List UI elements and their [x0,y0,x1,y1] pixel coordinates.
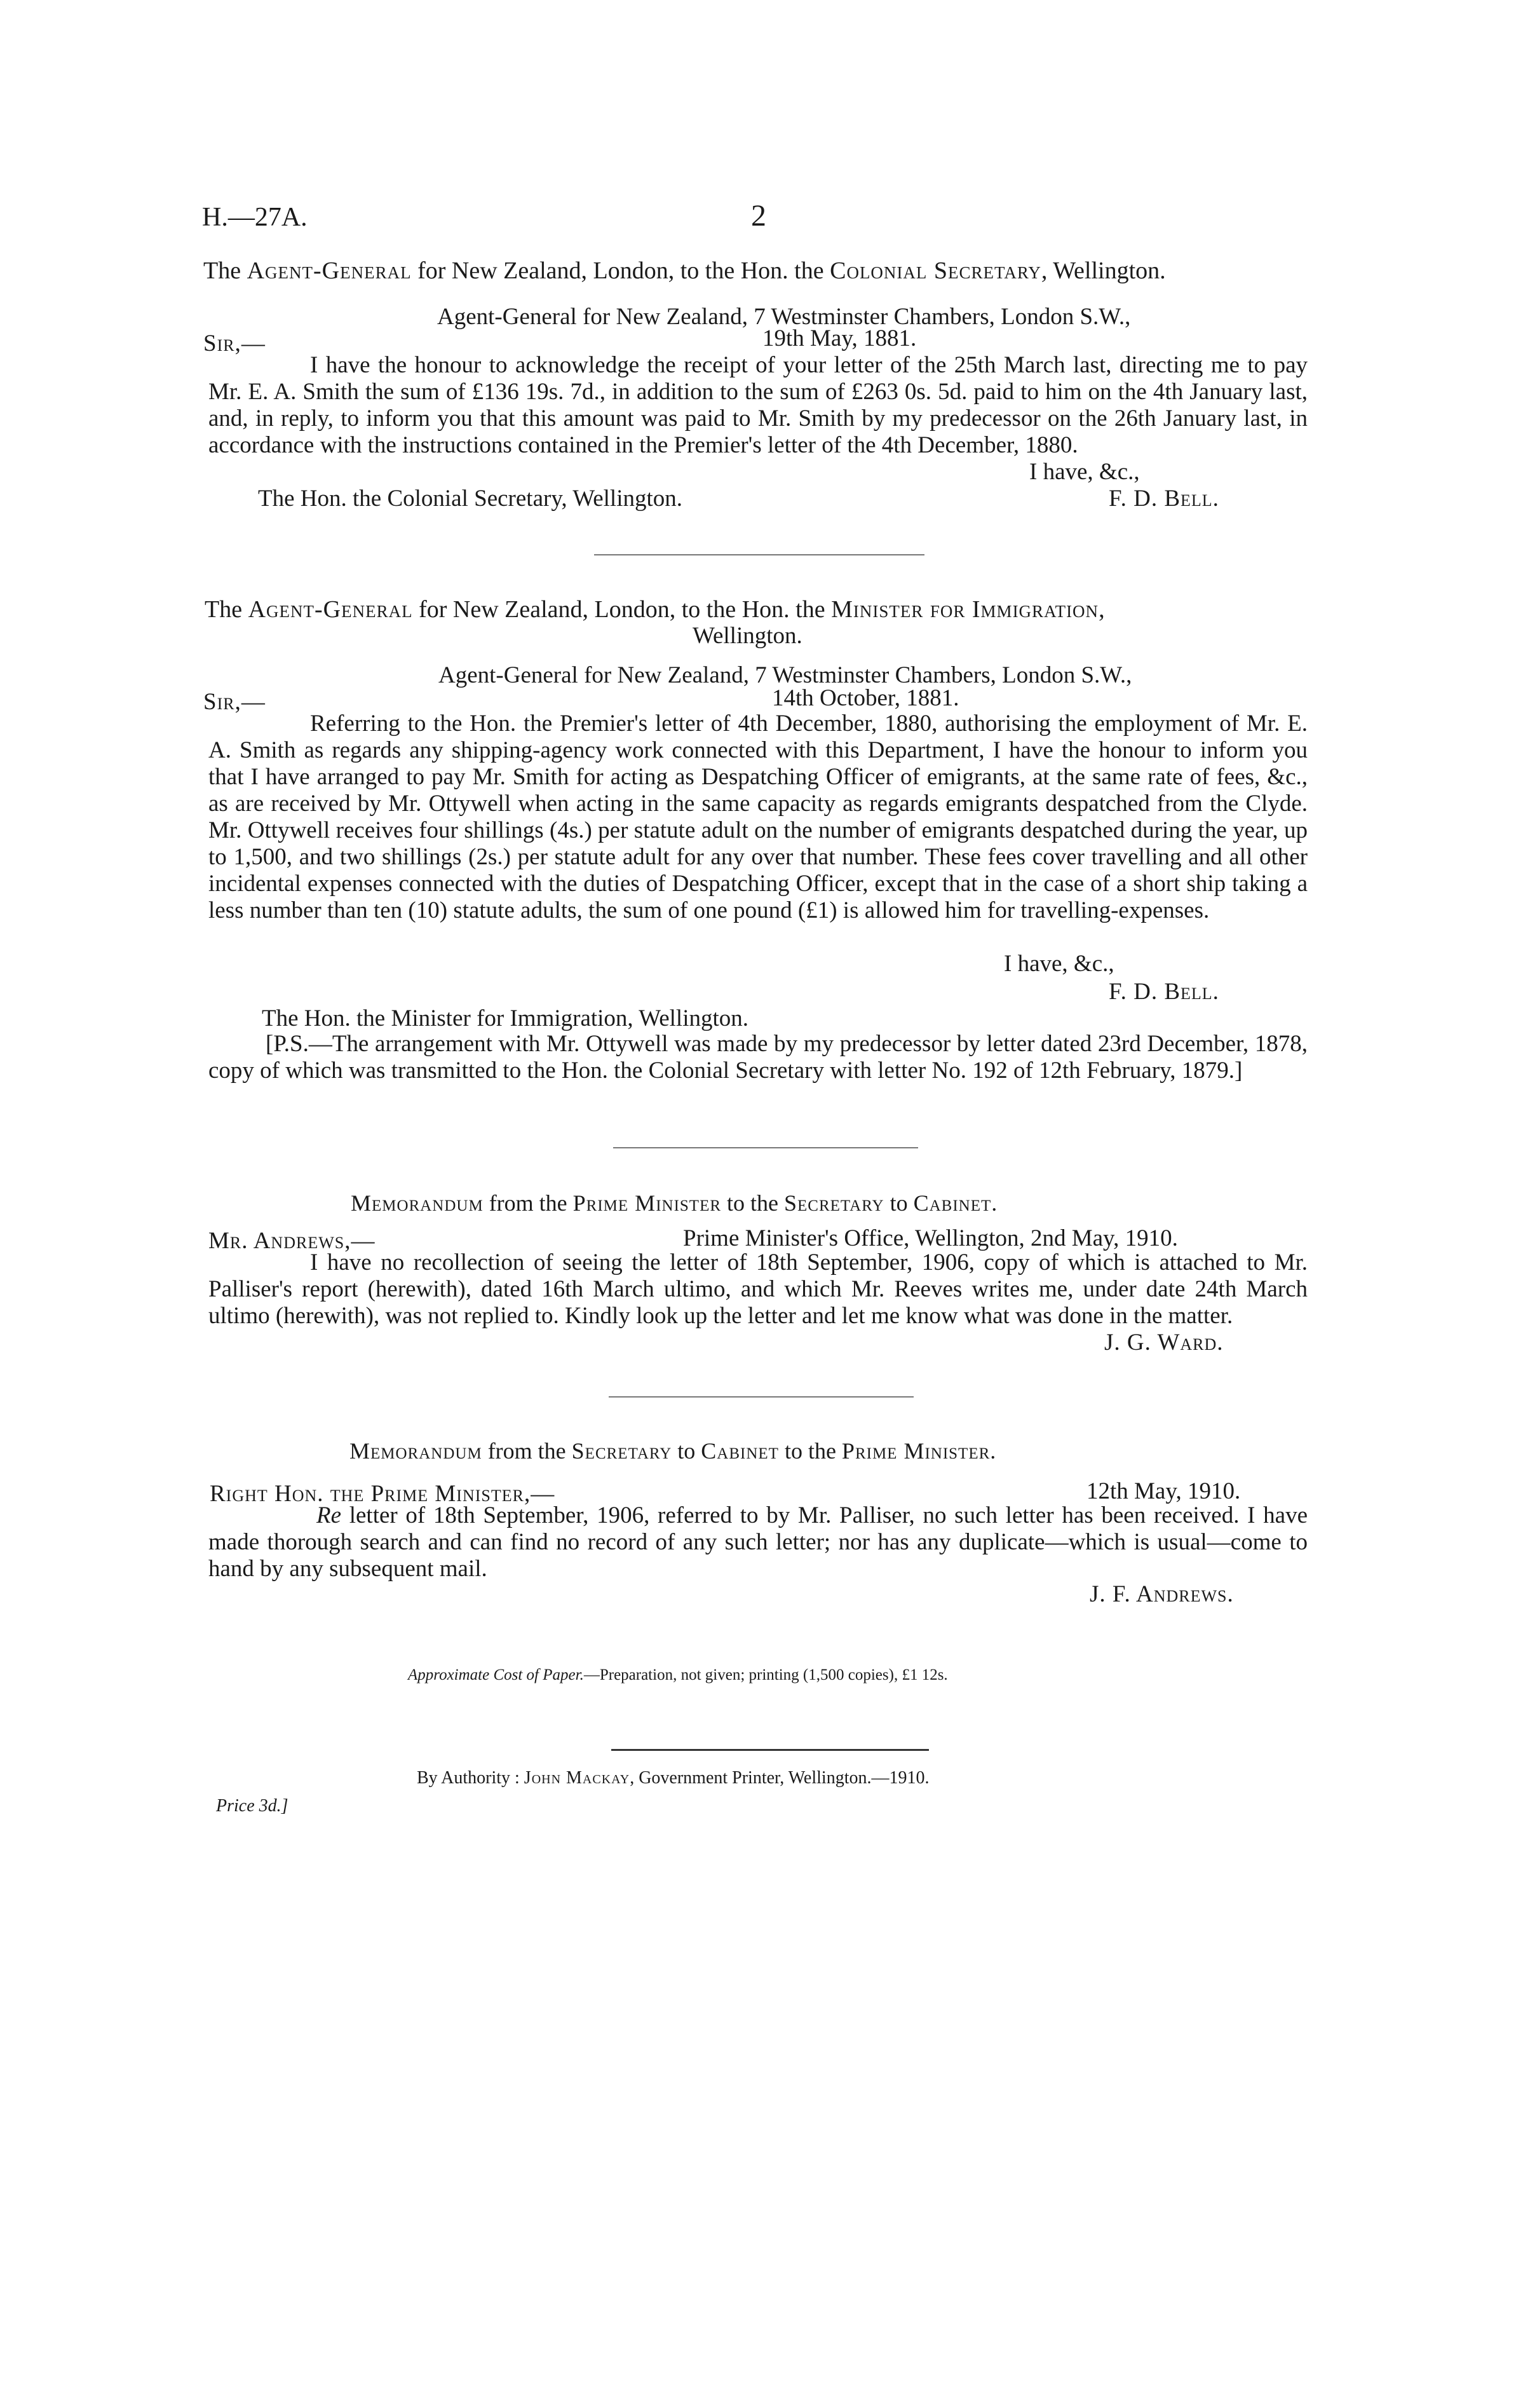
cost-of-paper-note: Approximate Cost of Paper.—Preparation, not given; printing (1,500 copies), £1 12s. [408,1666,948,1684]
letter1-closing: I have, &c., [1029,459,1140,485]
letter1-signature: F. D. Bell. [1109,486,1219,512]
memo2-signature: J. F. Andrews. [1090,1581,1234,1607]
memo1-heading: Memorandum from the Prime Minister to the Secretary to Cabinet. [351,1190,998,1216]
memo1-salutation: Mr. Andrews,— [208,1228,376,1254]
divider [594,554,924,555]
divider [613,1147,918,1148]
letter1-heading: The Agent-General for New Zealand, London, to the Hon. the Colonial Secretary, Wellington. [203,257,1166,284]
letter2-addressee: The Hon. the Minister for Immigration, Wellington. [262,1005,749,1031]
letter2-salutation: Sir,— [203,689,266,715]
letter1-date: 19th May, 1881. [762,325,917,351]
memo1-signature: J. G. Ward. [1104,1330,1224,1356]
letter2-heading: The Agent-General for New Zealand, London, to the Hon. the Minister for Immigration, [205,596,1105,623]
letter2-postscript: [P.S.—The arrangement with Mr. Ottywell was made by my predecessor by letter dated 23rd December, 1878, copy of which was transmitted to the Hon. the Colonial Secretary with letter No. 192 of 12th February, 1879.] [208,1031,1308,1084]
letter2-date: 14th October, 1881. [772,685,959,711]
letter2-signature: F. D. Bell. [1109,979,1219,1005]
letter2-address: Agent-General for New Zealand, 7 Westminster Chambers, London S.W., [438,662,1132,688]
memo2-salutation: Right Hon. the Prime Minister,— [210,1481,555,1507]
letter1-addressee: The Hon. the Colonial Secretary, Wellington. [258,486,683,512]
divider [609,1396,914,1398]
memo1-place-date: Prime Minister's Office, Wellington, 2nd May, 1910. [683,1225,1178,1251]
price: Price 3d.] [216,1796,288,1816]
memo2-date: 12th May, 1910. [1086,1478,1241,1504]
memo2-body: Re letter of 18th September, 1906, referred to by Mr. Palliser, no such letter has been received. I have made thorough search and can find no record of any such letter; nor has any duplicate—which is usual—come to hand by any subsequent mail. [208,1502,1308,1582]
letter1-salutation: Sir,— [203,330,266,357]
letter2-closing: I have, &c., [1004,951,1114,977]
printer-imprint: By Authority : John Mackay, Government Printer, Wellington.—1910. [417,1768,930,1788]
footer-rule [611,1749,929,1751]
report-reference: H.—27A. [202,203,308,232]
letter2-body: Referring to the Hon. the Premier's letter of 4th December, 1880, authorising the employment of Mr. E. A. Smith as regards any shipping-agency work connected with this Department, I have the honour to inform you that I have arranged to pay Mr. Smith for acting as Despatching Officer of emigrants, at the same rate of fees, &c., as are received by Mr. Ottywell when acting in the same capacity as regards emigrants despatched from the Clyde. Mr. Ottywell receives four shillings (4s.) per statute adult on the number of emigrants despatched during the year, up to 1,500, and two shillings (2s.) per statute adult for any over that number. These fees cover travelling and all other incidental expenses connected with the duties of Despatching Officer, except that in the case of a short ship taking a less number than ten (10) statute adults, the sum of one pound (£1) is allowed him for travelling-expenses. [208,711,1308,923]
letter1-address: Agent-General for New Zealand, 7 Westminster Chambers, London S.W., [437,304,1131,330]
memo1-body: I have no recollection of seeing the letter of 18th September, 1906, copy of which is attached to Mr. Palliser's report (herewith), dated 16th March ultimo, and which Mr. Reeves writes me, under date 24th March ultimo (herewith), was not replied to. Kindly look up the letter and let me know what was done in the matter. [208,1249,1308,1329]
page-number: 2 [751,199,766,233]
memo2-heading: Memorandum from the Secretary to Cabinet to the Prime Minister. [349,1438,996,1464]
letter1-body: I have the honour to acknowledge the receipt of your letter of the 25th March last, directing me to pay Mr. E. A. Smith the sum of £136 19s. 7d., in addition to the sum of £263 0s. 5d. paid to him on the 4th January last, and, in reply, to inform you that this amount was paid to Mr. Smith by my predecessor on the 26th January last, in accordance with the instructions contained in the Premier's letter of the 4th December, 1880. [208,352,1308,458]
letter2-heading-line2: Wellington. [693,623,802,649]
